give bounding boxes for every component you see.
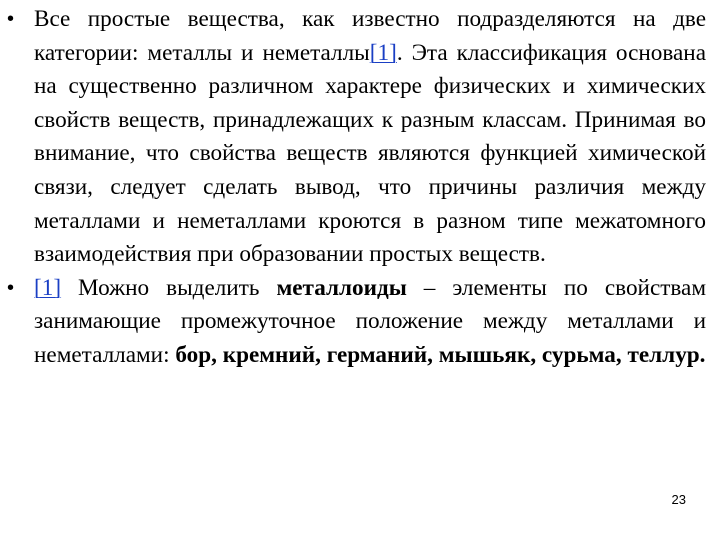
metalloid-elements-list: бор, кремний, германий, мышьяк, сурьма, теллур. [175, 341, 706, 368]
footnote-text-continued: – элементы по свойствам занимающие промежуточное положение между металлами и неметаллами: [34, 274, 706, 368]
footnote-anchor-link[interactable]: [1] [34, 274, 62, 301]
bullet-item-classification [7, 3, 707, 272]
footnote-text: Можно выделить [61, 274, 277, 301]
bullet-text-continued: . Эта классификация основана на существенно различном характере физических и химических свойств веществ, принадлежащих к разным классам. Принимая во внимание, что свойства веществ являются функцией химической связи, следует сделать вывод, что причины различия между металлами и неметаллами кроются в разном типе межатомного взаимодействия при образовании простых веществ. [34, 39, 707, 268]
page-number: 23 [671, 492, 686, 507]
bullet-marker: • [7, 8, 15, 30]
bullet-item-footnote [7, 272, 706, 373]
footnote-link[interactable]: [1] [369, 39, 397, 66]
bullet-marker: • [7, 276, 15, 299]
metalloids-term: металлоиды [276, 274, 407, 301]
bullet-text: Все простые вещества, как известно подразделяются на две категории: металлы и неметаллы [34, 6, 706, 66]
bullet-list [7, 3, 707, 373]
